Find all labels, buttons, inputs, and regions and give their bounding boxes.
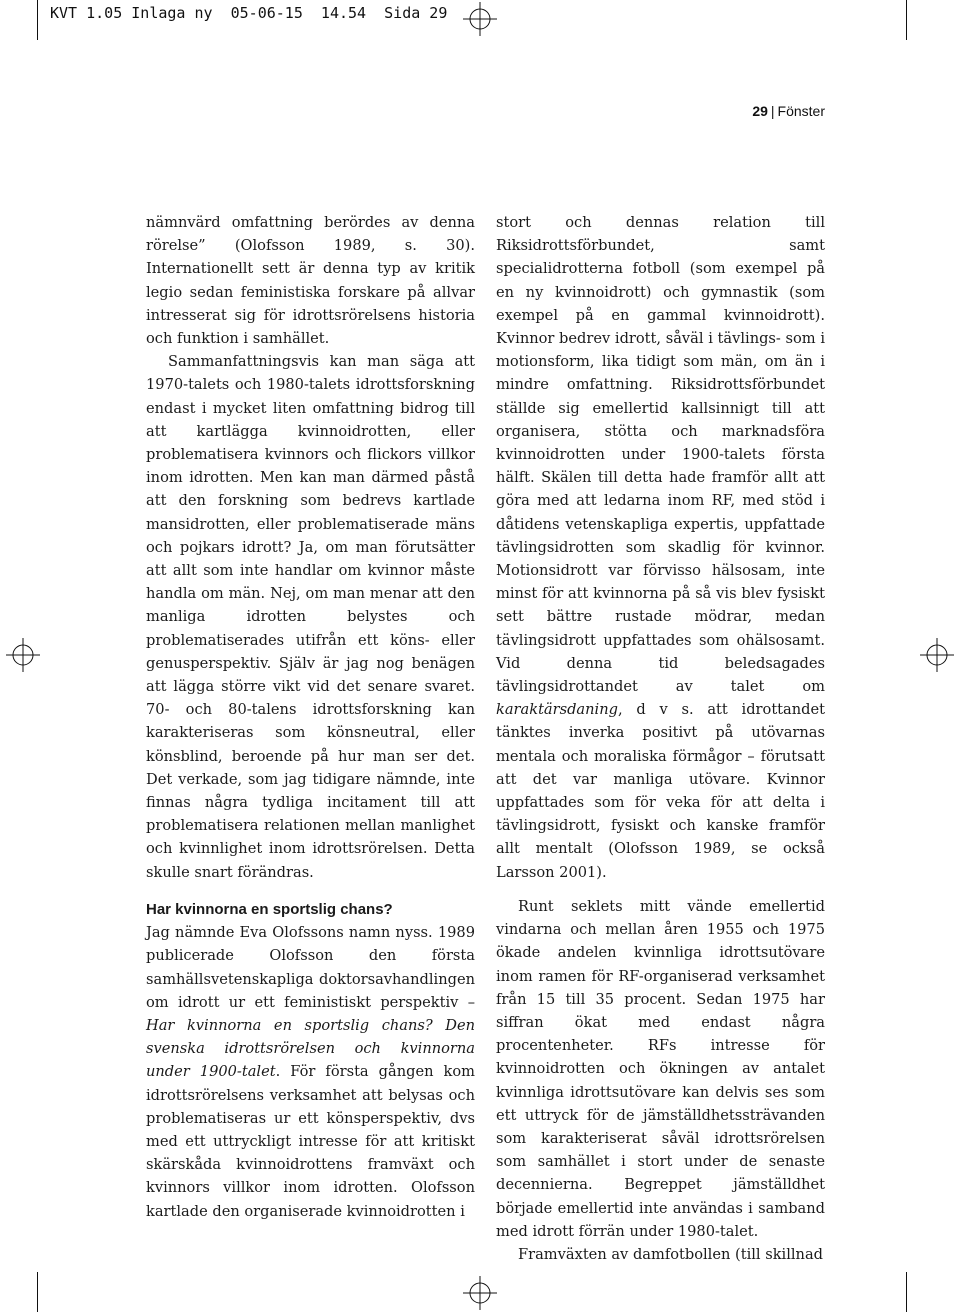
section-title: Fönster: [777, 103, 825, 119]
right-paragraph-3: Framväxten av damfotbollen (till skillnad: [518, 1245, 823, 1263]
right-paragraph-1: [496, 211, 825, 884]
page-number: 29: [752, 103, 768, 119]
right-paragraph-2: Runt seklets mitt vände emellertid vindarna och mellan åren 1955 och 1975 ökade andelen kvinnliga idrottsutövare inom ramen för RF-organiserad verksamhet från 15 till 35 procent. Sedan 1975 har siffran ökat med endast några procentenheter. RFs intresse för kvinnoidrotten och ökningen av antalet kvinnliga idrottsutövare kan delvis ses som ett uttryck för de jämställdhetssträvanden som karakteriserat såväl idrottsrörelsen som samhället i stort under de senaste decennierna. Begreppet jämställdhet började emellertid inte användas i samband med idrott förrän under 1980-talet.: [496, 897, 825, 1240]
left-paragraph-3-text-b: . För första gången kom idrottsrörelsens verksamhet att belysas och problematiseras ur ett könsperspektiv, dvs med ett uttryckligt intresse för att kritiskt skärskåda kvinnoidrottens framväxt och kvinnors villkor inom idrotten. Olofsson kartlade den organiserade kvinnoidrotten i: [146, 1063, 475, 1220]
left-paragraph-2: Sammanfattningsvis kan man säga att 1970-talets och 1980-talets idrottsforskning endast i mycket liten omfattning bidrog till att kartlägga kvinnoidrotten, eller problematisera kvinnors och flickors villkor inom idrotten. Men kan man därmed påstå att den forskning som bedrevs kartlade mansidrotten, eller problematiserade mäns och pojkars idrott? Ja, om man förutsätter att allt som inte handlar om kvinnor måste handla om män. Nej, om man menar att den manliga idrotten belystes och problematiserades utifrån ett köns- eller genusperspektiv. Själv är jag nog benägen att lägga större vikt vid det senare svaret. 70- och 80-talens idrottsforskning kan karakteriseras som könsneutral, eller könsblind, beroende på hur man ser det. Det verkade, som jag tidigare nämnde, inte finnas några tydliga incitament till att problematisera relationen mellan manlighet och kvinnlighet inom idrottsrörelsen. Detta skulle snart förändras.: [146, 353, 475, 881]
emphasized-term: karaktärsdaning: [496, 701, 618, 719]
left-text-column: [146, 211, 475, 1223]
crop-mark-top-left: [37, 0, 38, 40]
left-paragraph-1: nämnvärd omfattning berördes av denna rörelse” (Olofsson 1989, s. 30). Internationellt sett är denna typ av kritik legio sedan feministiska forskare på allvar intresserat sig för idrottsrörelsens historia och funktion i samhället.: [146, 214, 475, 348]
header-separator: |: [770, 103, 775, 119]
print-slug-line: KVT 1.05 Inlaga ny 05-06-15 14.54 Sida 29: [50, 4, 448, 22]
left-paragraph-3-text-a: Jag nämnde Eva Olofssons namn nyss. 1989 publicerade Olofsson den första samhällsvetenskapliga doktorsavhandlingen om idrott ur ett feministiskt perspektiv –: [146, 924, 475, 1011]
registration-mark-right-icon: [920, 638, 954, 672]
crop-mark-bottom-right: [906, 1272, 907, 1312]
book-title: Har kvinnorna en sportslig chans? Den svenska idrottsrörelsen och kvinnorna under 1900-talet: [146, 1016, 475, 1081]
section-heading: Har kvinnorna en sportslig chans?: [146, 900, 393, 918]
running-header: [752, 102, 825, 120]
registration-mark-left-icon: [6, 638, 40, 672]
registration-mark-top-icon: [463, 2, 497, 36]
left-paragraph-3: [146, 921, 475, 1223]
right-paragraph-1-text-a: stort och dennas relation till Riksidrottsförbundet, samt specialidrotterna fotboll (som exempel på en ny kvinnoidrott) och gymnastik (som exempel på en gammal kvinnoidrott). Kvinnor bedrev idrott, såväl i tävlings- som i motionsform, lika tidigt som män, om än i mindre omfattning. Riksidrottsförbundet ställde sig emellertid kallsinnigt till att organisera, stötta och marknadsföra kvinnoidrotten under 1900-talets första hälft. Skälen till detta hade framför allt att göra med att ledarna inom RF, med stöd i dåtidens vetenskapliga expertis, uppfattade tävlingsidrotten som skadlig för kvinnor. Motionsidrott var förvisso hälsosam, inte minst för att kvinnorna på så vis blev fysiskt sett bättre rustade mödrar, medan tävlingsidrott uppfattades som ohälsosamt. Vid denna tid beledsagades tävlingsidrottandet av talet om: [496, 214, 825, 696]
right-paragraph-1-text-b: , d v s. att idrottandet tänktes inverka positivt på utövarnas mentala och moraliska förmågor – förutsatt att det var manliga utövare. Kvinnor uppfattades som för veka för att delta i tävlingsidrott, fysiskt och kanske framför allt mentalt (Olofsson 1989, se också Larsson 2001).: [496, 701, 825, 881]
registration-mark-bottom-icon: [463, 1276, 497, 1310]
right-text-column: [496, 211, 825, 1266]
crop-mark-bottom-left: [37, 1272, 38, 1312]
crop-mark-top-right: [906, 0, 907, 40]
